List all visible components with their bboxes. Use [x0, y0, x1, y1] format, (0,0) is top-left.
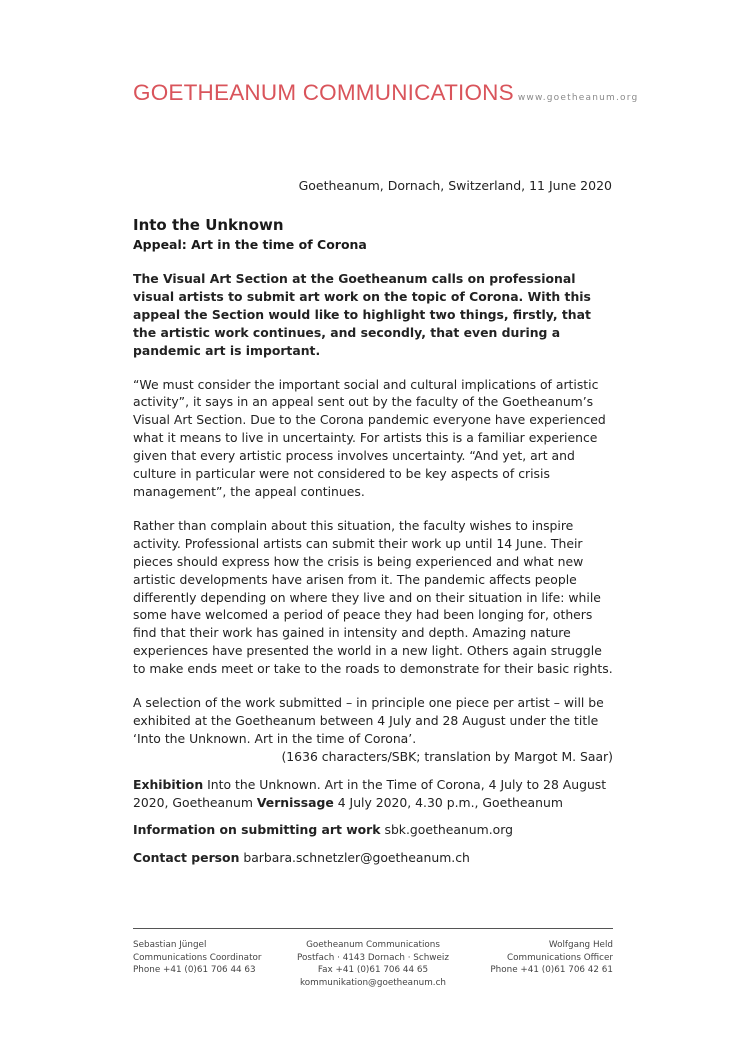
article-subtitle: Appeal: Art in the time of Corona — [133, 237, 367, 252]
submitting-link[interactable]: sbk.goetheanum.org — [384, 822, 513, 838]
exhibition-text: Into the Unknown. Art in the Time of Corona, 4 July to 28 August 2020, Goetheanum — [133, 776, 607, 810]
footer-right-name: Wolfgang Held — [548, 940, 613, 950]
exhibition-label: Exhibition — [133, 776, 204, 792]
footer-middle-fax: Fax +41 (0)61 706 44 65 — [317, 965, 429, 976]
footer-middle-org: Goetheanum Communications — [306, 940, 440, 950]
character-count-credit: (1636 characters/SBK; translation by Margot M. Saar) — [281, 748, 613, 764]
footer-contact-right — [490, 939, 613, 977]
body-paragraph-2: Rather than complain about this situation, the faculty wishes to inspire activity. Professional artists can submit their work up until 14 June. Their pieces should express how the crisis is being experienced and what new artistic developments have arisen from it. The pandemic affects people differently depending on where they live and on their situation in life: while some have welcomed a period of peace they had been longing for, others find that their work has gained in intensity and depth. Amazing nature experiences have presented the world in a new light. Others again struggle to make ends meet or take to the roads to demonstrate for their basic rights. — [133, 517, 613, 677]
submitting-info — [133, 821, 613, 839]
contact-email[interactable]: barbara.schnetzler@goetheanum.ch — [243, 850, 470, 866]
footer-contact-left — [133, 939, 262, 977]
vernissage-label: Vernissage — [256, 794, 334, 810]
footer-right-phone: Phone +41 (0)61 706 42 61 — [490, 965, 613, 976]
article-title: Into the Unknown — [133, 216, 284, 234]
body-paragraph-1: “We must consider the important social and cultural implications of artistic activity”, it says in an appeal sent out by the faculty of the Goetheanum’s Visual Art Section. Due to the Corona pandemic everyone have experienced what it means to live in uncertainty. For artists this is a familiar experience given that every artistic process involves uncertainty. “And yet, art and culture in particular were not considered to be key aspects of crisis management”, the appeal continues. — [133, 376, 606, 499]
vernissage-text: 4 July 2020, 4.30 p.m., Goetheanum — [337, 794, 563, 810]
footer-divider — [133, 928, 613, 929]
lead-paragraph: The Visual Art Section at the Goetheanum calls on professional visual artists to submit art work on the topic of Corona. With this appeal the Section would like to highlight two things, firstly, that the artistic work continues, and secondly, that even during a pandemic art is important. — [133, 271, 591, 358]
exhibition-info — [133, 776, 613, 812]
footer-middle-email[interactable]: kommunikation@goetheanum.ch — [299, 977, 446, 988]
letterhead — [133, 80, 638, 106]
footer-middle-address: Postfach · 4143 Dornach · Schweiz — [297, 952, 449, 963]
footer-left-name: Sebastian Jüngel — [133, 940, 207, 950]
brand-name: GOETHEANUM COMMUNICATIONS — [133, 80, 514, 105]
contact-label: Contact person — [133, 850, 240, 866]
footer-left-role: Communications Coordinator — [133, 952, 262, 963]
footer-left-phone: Phone +41 (0)61 706 44 63 — [133, 965, 256, 976]
dateline: Goetheanum, Dornach, Switzerland, 11 June 2020 — [298, 178, 612, 193]
footer-contact-middle — [293, 939, 453, 989]
submitting-label: Information on submitting art work — [133, 822, 381, 838]
article-body — [133, 215, 613, 877]
footer-right-role: Communications Officer — [506, 952, 613, 963]
contact-info — [133, 849, 613, 867]
website-url[interactable]: www.goetheanum.org — [517, 93, 639, 103]
body-paragraph-3: A selection of the work submitted – in principle one piece per artist – will be exhibited at the Goetheanum between 4 July and 28 August under the title ‘Into the Unknown. Art in the time of Corona’. — [133, 695, 604, 746]
